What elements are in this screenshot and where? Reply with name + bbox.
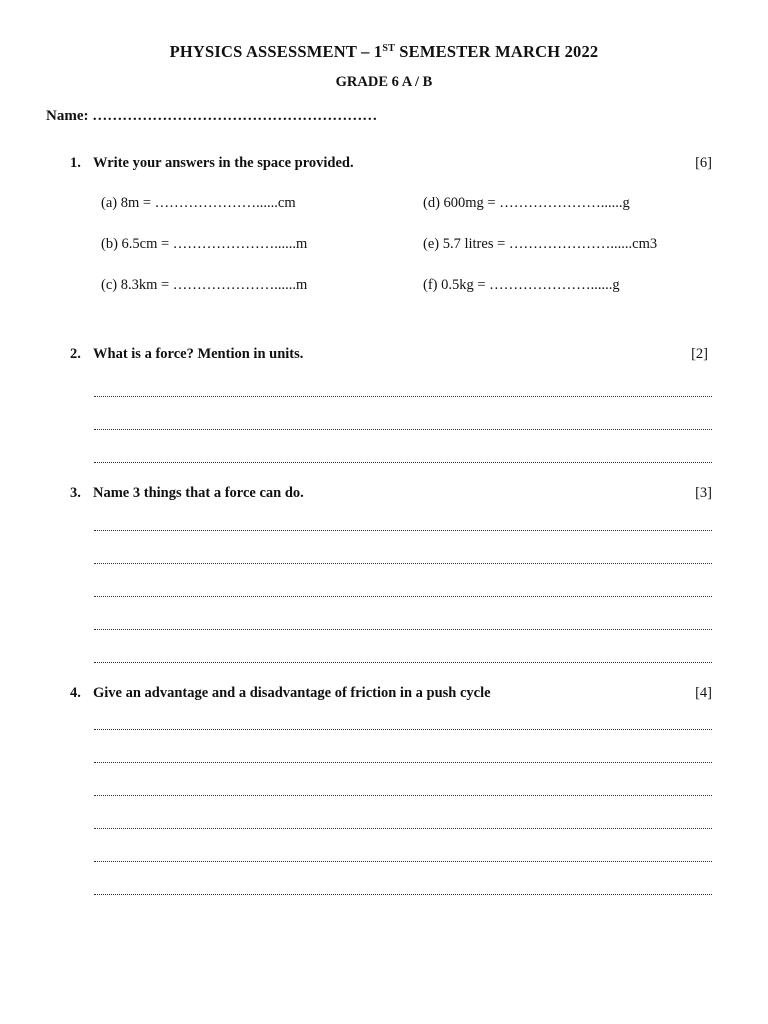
- conversion-item-b[interactable]: (b) 6.5cm = …………………......m: [101, 236, 308, 252]
- name-field[interactable]: Name: …………………………………………………: [46, 108, 378, 124]
- title-part2: SEMESTER MARCH 2022: [394, 42, 599, 61]
- conversion-item-d[interactable]: (d) 600mg = …………………......g: [423, 195, 630, 211]
- conversion-item-f[interactable]: (f) 0.5kg = …………………......g: [423, 277, 620, 293]
- answer-line[interactable]: [94, 629, 712, 630]
- page-title: [0, 42, 768, 62]
- question-marks: [3]: [695, 485, 712, 501]
- question-number: 2.: [70, 346, 81, 362]
- answer-line[interactable]: [94, 795, 712, 796]
- answer-line[interactable]: [94, 596, 712, 597]
- answer-line[interactable]: [94, 894, 712, 895]
- question-number: 3.: [70, 485, 81, 501]
- title-superscript: ST: [382, 43, 395, 54]
- question-marks: [2]: [691, 346, 708, 362]
- answer-line[interactable]: [94, 462, 712, 463]
- answer-line[interactable]: [94, 762, 712, 763]
- conversion-item-c[interactable]: (c) 8.3km = …………………......m: [101, 277, 308, 293]
- conversion-item-a[interactable]: (a) 8m = …………………......cm: [101, 195, 296, 211]
- question-marks: [6]: [695, 155, 712, 171]
- answer-line[interactable]: [94, 396, 712, 397]
- question-number: 4.: [70, 685, 81, 701]
- conversion-item-e[interactable]: (e) 5.7 litres = …………………......cm3: [423, 236, 658, 252]
- question-text: Give an advantage and a disadvantage of friction in a push cycle: [93, 685, 491, 701]
- question-text: What is a force? Mention in units.: [93, 346, 304, 362]
- answer-line[interactable]: [94, 729, 712, 730]
- answer-line[interactable]: [94, 429, 712, 430]
- question-text: Name 3 things that a force can do.: [93, 485, 304, 501]
- title-part1: PHYSICS ASSESSMENT – 1: [169, 42, 383, 61]
- question-marks: [4]: [695, 685, 712, 701]
- answer-line[interactable]: [94, 828, 712, 829]
- answer-line[interactable]: [94, 563, 712, 564]
- question-text: Write your answers in the space provided.: [93, 155, 354, 171]
- answer-line[interactable]: [94, 662, 712, 663]
- question-number: 1.: [70, 155, 81, 171]
- answer-line[interactable]: [94, 861, 712, 862]
- answer-line[interactable]: [94, 530, 712, 531]
- grade-heading: GRADE 6 A / B: [335, 74, 433, 90]
